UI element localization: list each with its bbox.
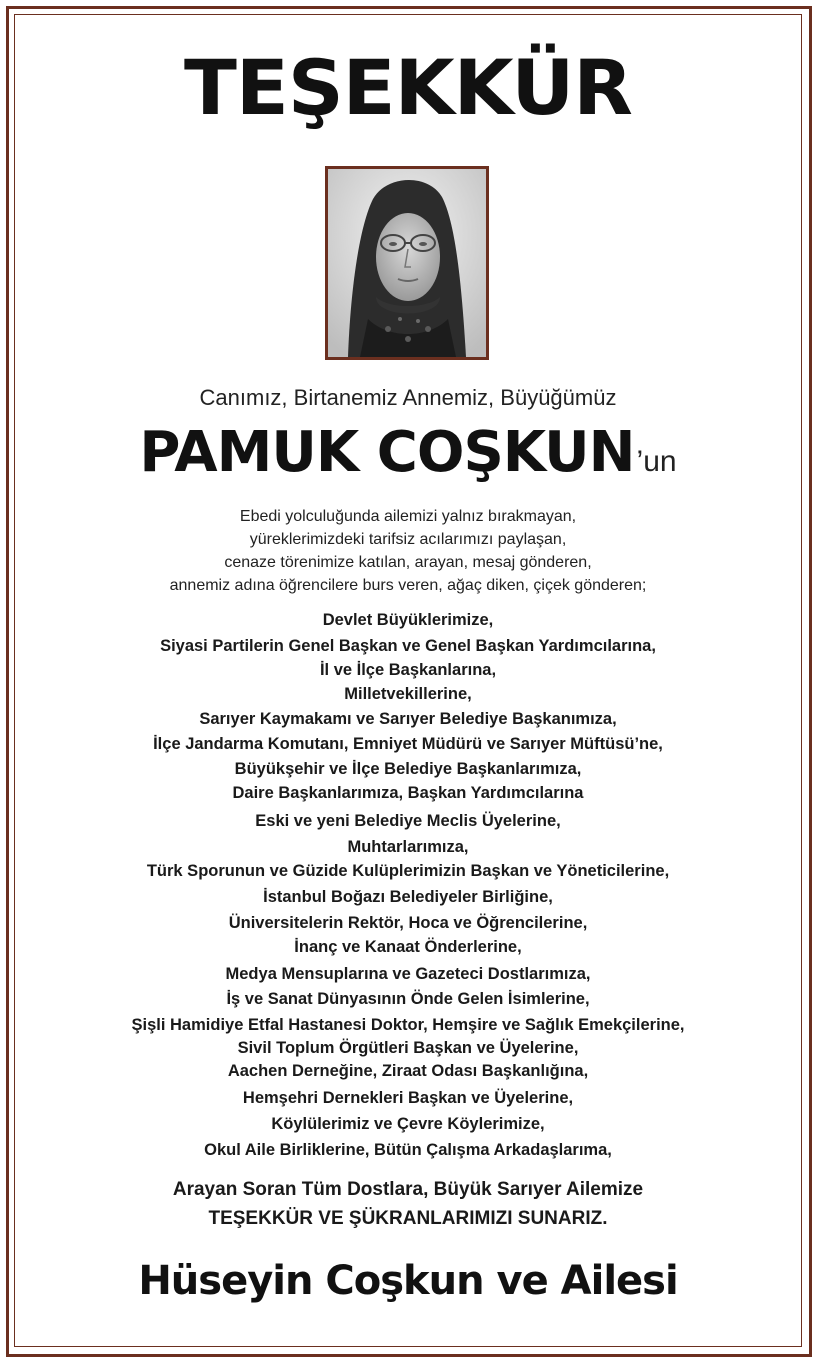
page-title: TEŞEKKÜR <box>184 43 632 132</box>
thanks-list-item: İstanbul Boğazı Belediyeler Birliğine, <box>263 888 553 906</box>
thanks-list-item: Okul Aile Birliklerine, Bütün Çalışma Arkadaşlarıma, <box>204 1141 612 1159</box>
thanks-list-item: Siyasi Partilerin Genel Başkan ve Genel Başkan Yardımcılarına, <box>160 637 656 655</box>
thanks-list-item: Türk Sporunun ve Güzide Kulüplerimizin Başkan ve Yöneticilerine, <box>146 862 670 880</box>
thanks-list-item: Üniversitelerin Rektör, Hoca ve Öğrencilerine, <box>228 914 588 932</box>
message-line: yüreklerimizdeki tarifsiz acılarımızı paylaşan, <box>249 531 567 548</box>
closing-line: TEŞEKKÜR VE ŞÜKRANLARIMIZI SUNARIZ. <box>208 1208 608 1229</box>
thanks-list-item: Daire Başkanlarımıza, Başkan Yardımcılarına <box>232 784 584 802</box>
thanks-list-item: Hemşehri Dernekleri Başkan ve Üyelerine, <box>242 1089 574 1107</box>
thanks-list-item: Büyükşehir ve İlçe Belediye Başkanlarımıza, <box>234 760 582 778</box>
portrait-photo <box>325 166 489 360</box>
portrait-image <box>328 169 486 357</box>
message-line: cenaze törenimize katılan, arayan, mesaj gönderen, <box>224 554 592 571</box>
deceased-name: PAMUK COŞKUN <box>139 420 635 485</box>
thanks-list-item: Aachen Derneğine, Ziraat Odası Başkanlığına, <box>227 1062 589 1080</box>
thanks-list-item: Muhtarlarımıza, <box>347 838 469 856</box>
thanks-list-item: İnanç ve Kanaat Önderlerine, <box>294 938 522 956</box>
message-paragraph <box>0 505 816 597</box>
message-line: annemiz adına öğrencilere burs veren, ağaç diken, çiçek gönderen; <box>169 577 647 594</box>
thanks-list-item: Sarıyer Kaymakamı ve Sarıyer Belediye Başkanımıza, <box>199 710 617 728</box>
thanks-list-item: İl ve İlçe Başkanlarına, <box>319 661 497 679</box>
thanks-list-item: Sivil Toplum Örgütleri Başkan ve Üyelerine, <box>237 1039 579 1057</box>
deceased-name-suffix: ’un <box>636 445 677 478</box>
thanks-list-item: Devlet Büyüklerimize, <box>322 611 494 629</box>
thanks-list-item: Milletvekillerine, <box>344 685 472 703</box>
deceased-name-line <box>0 418 816 502</box>
thanks-list-item: İş ve Sanat Dünyasının Önde Gelen İsimlerine, <box>226 990 590 1008</box>
intro-line: Canımız, Birtanemiz Annemiz, Büyüğümüz <box>199 385 617 410</box>
thanks-list-item: Eski ve yeni Belediye Meclis Üyelerine, <box>255 812 561 830</box>
thanks-list-item: Medya Mensuplarına ve Gazeteci Dostlarımıza, <box>225 965 591 983</box>
message-line: Ebedi yolculuğunda ailemizi yalnız bırakmayan, <box>239 508 577 525</box>
closing-statement <box>0 1175 816 1233</box>
thanks-list-item: Şişli Hamidiye Etfal Hastanesi Doktor, Hemşire ve Sağlık Emekçilerine, <box>131 1016 685 1034</box>
thanks-list-item: İlçe Jandarma Komutanı, Emniyet Müdürü ve Sarıyer Müftüsü’ne, <box>153 735 663 753</box>
thanks-list-item: Köylülerimiz ve Çevre Köylerimize, <box>271 1115 545 1133</box>
closing-line: Arayan Soran Tüm Dostlara, Büyük Sarıyer Ailemize <box>172 1179 644 1200</box>
signature: Hüseyin Coşkun ve Ailesi <box>138 1258 678 1304</box>
